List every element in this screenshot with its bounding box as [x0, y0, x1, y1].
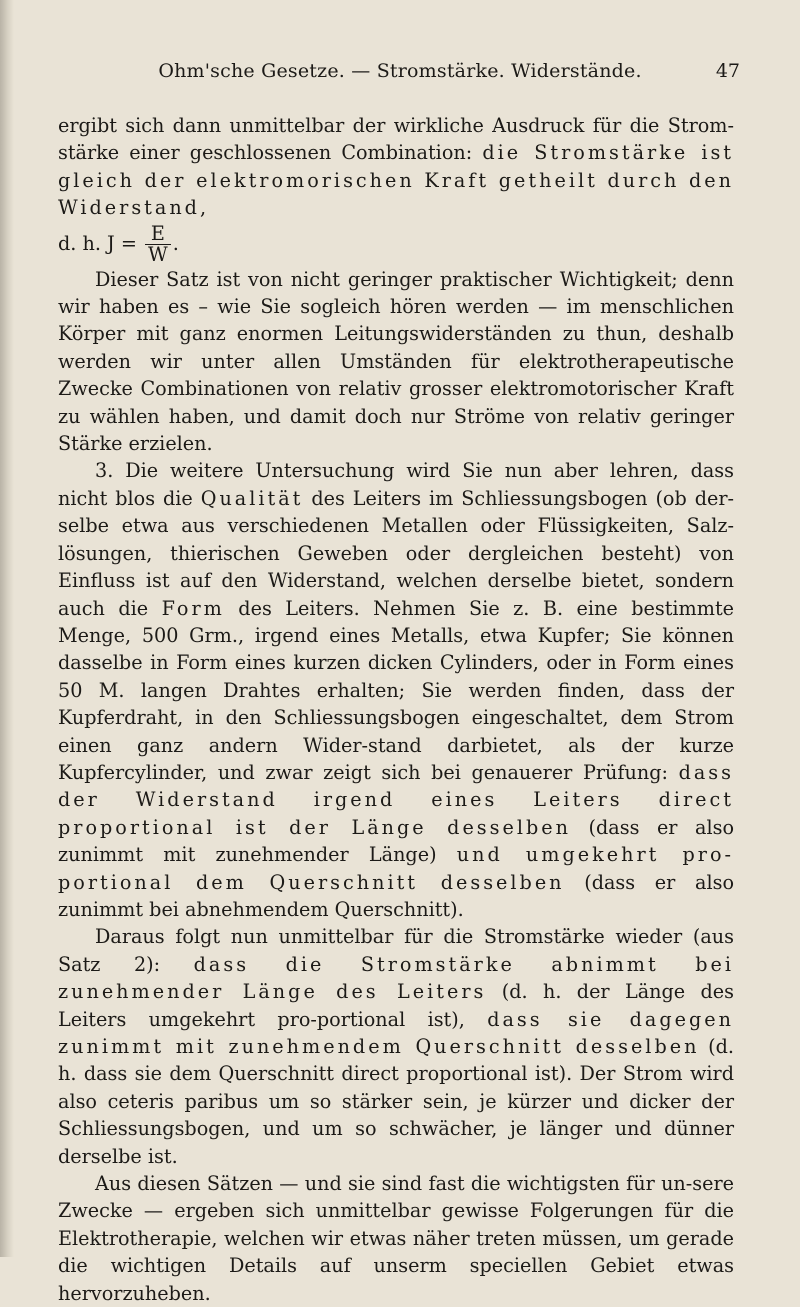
p3-emphasis-law-length: dass der Widerstand irgend eines Leiters direct proportional ist der Länge desselben	[58, 760, 734, 839]
paragraph-3	[58, 457, 734, 923]
p4-text-c: (d. h. der Länge des Leiters umgekehrt pro-portional ist),	[58, 980, 735, 1031]
p4-text-a: Daraus folgt nun unmittelbar für die Stromstärke wieder (aus Satz 2):	[58, 925, 734, 976]
running-head: Ohm'sche Gesetze. — Stromstärke. Widerstände.	[158, 60, 642, 82]
p3-emphasis-qualitaet: Qualität	[200, 486, 304, 510]
fraction-denominator: W	[148, 243, 168, 267]
fraction-e-over-w	[145, 222, 171, 267]
fraction-numerator: E	[145, 225, 171, 245]
paragraph-1	[58, 112, 734, 222]
p3-emphasis-form: Form	[161, 596, 225, 620]
p1-text-d: .	[172, 231, 179, 255]
p4-emphasis-increase: dass sie dagegen zunimmt mit zunehmendem Querschnitt desselben	[58, 1007, 734, 1058]
paragraph-2: Dieser Satz ist von nicht geringer praktischer Wichtigkeit; denn wir haben es – wie Sie sogleich hören werden — im menschlichen Körper mit ganz enormen Leitungswiderständen zu thun, deshalb werden wir unter allen Umständen für elektrotherapeutische Zwecke Combinationen von relativ grosser elektromotorischer Kraft zu wählen haben, und damit doch nur Ströme von relativ geringer Stärke erzielen.	[58, 267, 734, 456]
p3-text-g: (dass er also zunimmt mit zunehmender Länge)	[58, 815, 734, 867]
p3-text-e: des Leiters. Nehmen Sie z. B. eine bestimmte Menge, 500 Grm., irgend eines Metalls, etwa Kupfer; Sie können dasselbe in Form eines kurzen dicken Cylinders, oder in Form eines 50 M. langen Drahtes erhalten; Sie werden finden, dass der Kupferdraht, in den Schliessungsbogen eingeschaltet, dem Strom einen ganz andern Wider-stand darbietet, als der kurze Kupfercylinder, und zwar zeigt sich bei genauerer Prüfung:	[58, 596, 735, 784]
formula-line	[58, 222, 734, 266]
p3-emphasis-law-cross-section: und umgekehrt pro-portional dem Querschnitt desselben	[58, 843, 734, 894]
paragraph-4	[58, 923, 734, 1170]
p3-text-a: 3. Die weitere Untersuchung wird Sie nun aber lehren, dass nicht blos die	[58, 459, 734, 510]
p3-text-c: des Leiters im Schliessungsbogen (ob der-selbe etwa aus verschiedenen Metallen oder Flüssigkeiten, Salz-lösungen, thierischen Geweben oder dergleichen besteht) von Einfluss ist auf den Widerstand, welchen derselbe bietet, sondern auch die	[58, 486, 734, 620]
p3-text-i: (dass er also zunimmt bei abnehmendem Querschnitt).	[58, 870, 734, 921]
page-edge-shadow	[0, 0, 14, 1257]
page-header	[60, 60, 740, 88]
p1-text-a: ergibt sich dann unmittelbar der wirkliche Ausdruck für die Strom-stärke einer geschlossenen Combination:	[58, 114, 734, 165]
p1-text-c: d. h. J =	[58, 231, 144, 255]
p1-emphasis-law: die Stromstärke ist gleich der elektromorischen Kraft getheilt durch den Widerstand,	[58, 141, 735, 220]
p4-text-e: (d. h. dass sie dem Querschnitt direct proportional ist). Der Strom wird also ceteris paribus um so stärker sein, je kürzer und dicker der Schliessungsbogen, und um so schwächer, je länger und dünner derselbe ist.	[58, 1035, 734, 1168]
page-number: 47	[715, 60, 740, 82]
p4-emphasis-decrease: dass die Stromstärke abnimmt bei zunehmender Länge des Leiters	[58, 952, 734, 1004]
paragraph-5: Aus diesen Sätzen — und sie sind fast die wichtigsten für un-sere Zwecke — ergeben sich unmittelbar gewisse Folgerungen für die Elektrotherapie, welchen wir etwas näher treten müssen, um gerade die wichtigen Details auf unserm speciellen Gebiet etwas hervorzuheben.	[58, 1172, 734, 1305]
body-text	[58, 112, 734, 1307]
